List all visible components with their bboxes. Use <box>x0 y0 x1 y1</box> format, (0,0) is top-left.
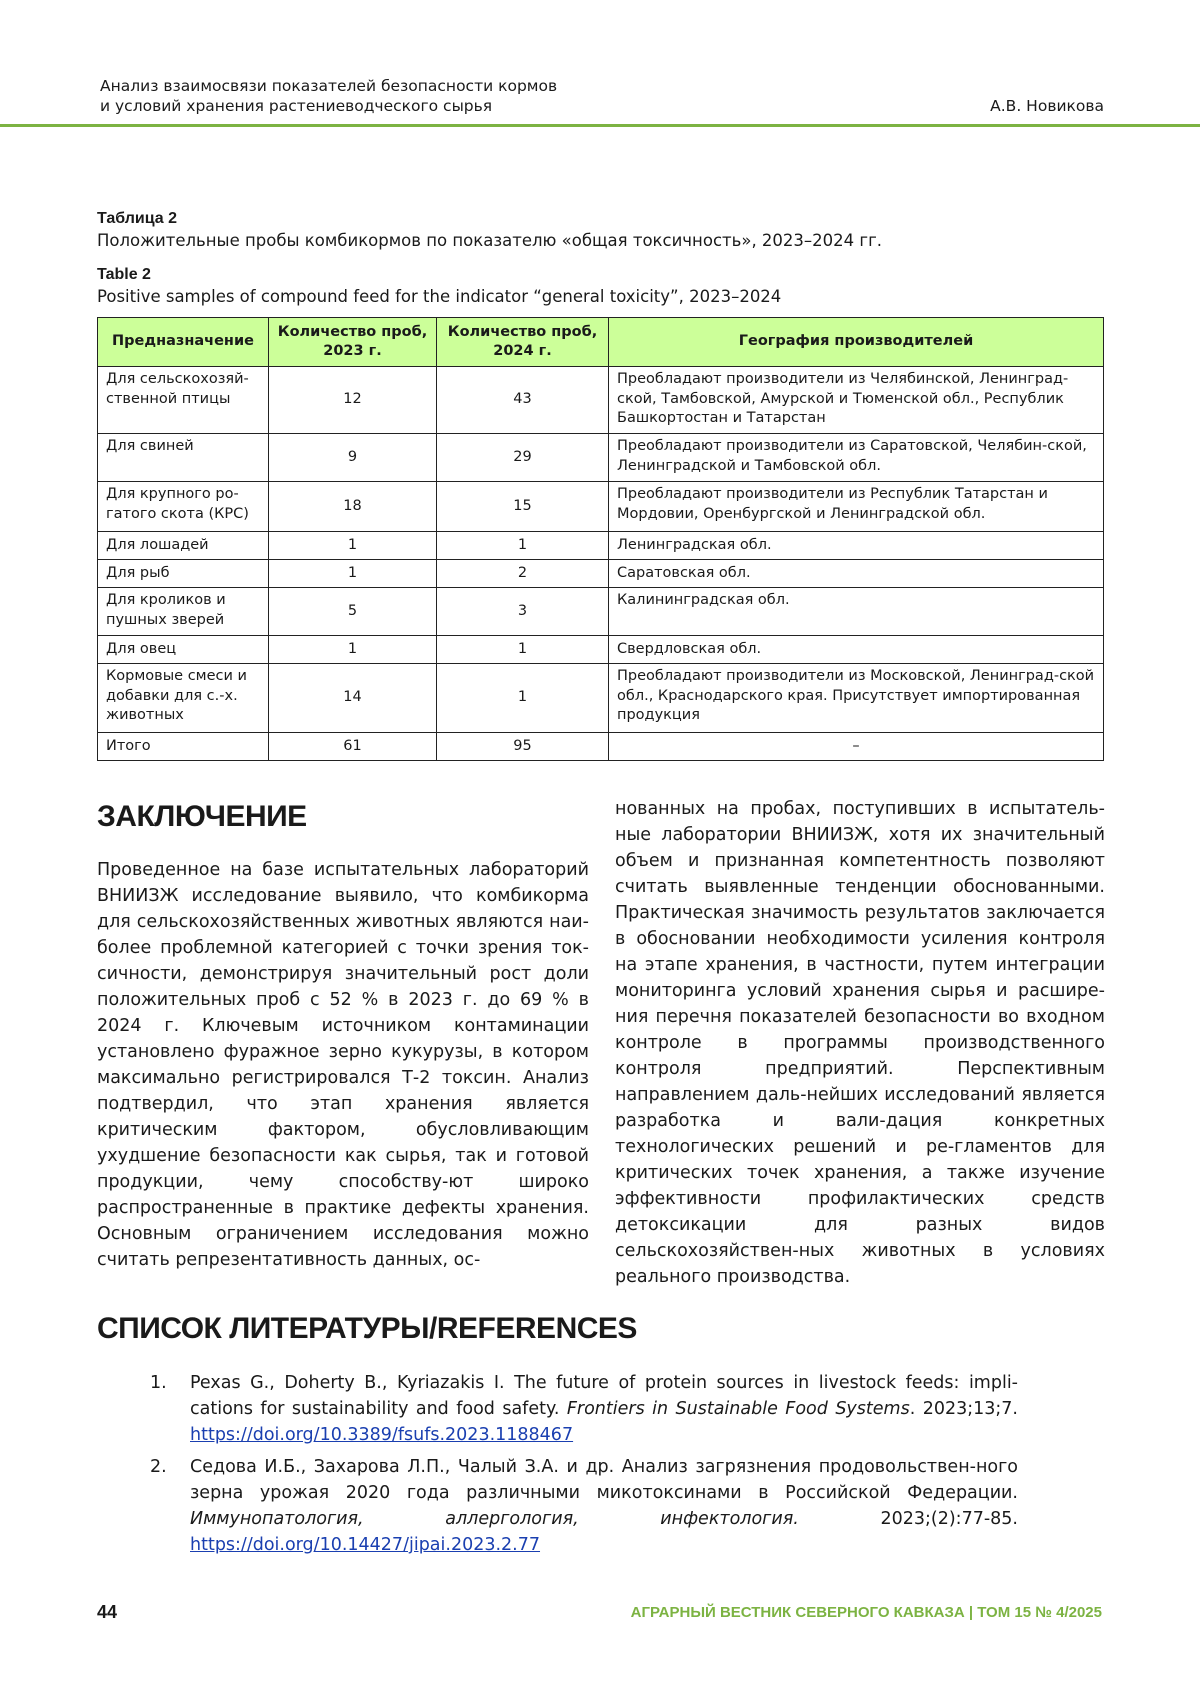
reference-text: Седова И.Б., Захарова Л.П., Чалый З.А. и др. Анализ загрязнения продовольствен-ного зерна урожая 2020 года различными микотоксинами в Российской Федерации. <box>190 1457 1018 1503</box>
table-cell: 61 <box>269 733 437 761</box>
table-row <box>98 664 1104 733</box>
table-header-row <box>98 318 1104 367</box>
table-cell: – <box>609 733 1104 761</box>
table-cell: 1 <box>269 532 437 560</box>
table-cell: Саратовская обл. <box>609 560 1104 588</box>
table-cell: Преобладают производители из Саратовской, Челябин-ской, Ленинградской и Тамбовской обл. <box>609 434 1104 482</box>
table-cell: Для сельскохозяй-ственной птицы <box>98 367 269 434</box>
table-cell: Свердловская обл. <box>609 636 1104 664</box>
table-cell: Преобладают производители из Московской, Ленинград-ской обл., Краснодарского края. Присутствует импортированная продукция <box>609 664 1104 733</box>
table-cell: Кормовые смеси и добавки для с.-х. животных <box>98 664 269 733</box>
conclusion-column-2: нованных на пробах, поступивших в испытатель-ные лаборатории ВНИИЗЖ, хотя их значительный объем и признанная компетентность позволяют считать выявленные тенденции обоснованными. Практическая значимость результатов заключается в обосновании необходимости усиления контроля на этапе хранения, в частности, путем интеграции мониторинга условий хранения сырья и расшире-ния перечня показателей безопасности во входном контроле в программы производственного контроля предприятий. Перспективным направлением даль-нейших исследований является разработка и вали-дация конкретных технологических решений и ре-гламентов для критических точек хранения, а также изучение эффективности профилактических средств детоксикации для разных видов сельскохозяйствен-ных животных в условиях реального производства. <box>615 799 1105 1287</box>
table-row <box>98 588 1104 636</box>
reference-number: 2. <box>150 1457 167 1477</box>
column-header: География производителей <box>609 318 1104 367</box>
running-header <box>100 76 1104 116</box>
table-cell: Для крупного ро-гатого скота (КРС) <box>98 482 269 532</box>
column-header: Количество проб, 2023 г. <box>269 318 437 367</box>
table-cell: Ленинградская обл. <box>609 532 1104 560</box>
reference-text: Pexas G., Doherty B., Kyriazakis I. The future of protein sources in livestock feeds: impli-cations for sustainability and food safety. <box>190 1373 1018 1419</box>
table-cell: 2 <box>437 560 609 588</box>
reference-journal: Frontiers in Sustainable Food Systems <box>566 1399 910 1419</box>
table-cell: 1 <box>269 560 437 588</box>
section-heading-references: СПИСОК ЛИТЕРАТУРЫ/REFERENCES <box>97 1312 637 1345</box>
table-cell: Для рыб <box>98 560 269 588</box>
table-cell: 5 <box>269 588 437 636</box>
table-cell: Для свиней <box>98 434 269 482</box>
table-cell: 9 <box>269 434 437 482</box>
table-row <box>98 482 1104 532</box>
conclusion-column-1: Проведенное на базе испытательных лабораторий ВНИИЗЖ исследование выявило, что комбикорма для сельскохозяйственных животных являются наи-более проблемной категорией с точки зрения ток-сичности, демонстрируя значительный рост доли положительных проб с 52 % в 2023 г. до 69 % в 2024 г. Ключевым источником контаминации установлено фуражное зерно кукурузы, в котором максимально регистрировался Т-2 токсин. Анализ подтвердил, что этап хранения является критическим фактором, обусловливающим ухудшение безопасности как сырья, так и готовой продукции, чему способству-ют широко распространенные в практике дефекты хранения. Основным ограничением исследования можно считать репрезентативность данных, ос- <box>97 860 589 1270</box>
table-cell: 15 <box>437 482 609 532</box>
table-cell: Калининградская обл. <box>609 588 1104 636</box>
table-cell: Для кроликов и пушных зверей <box>98 588 269 636</box>
reference-list <box>150 1370 1018 1564</box>
section-heading-conclusion: ЗАКЛЮЧЕНИЕ <box>97 800 307 833</box>
table-cell: Итого <box>98 733 269 761</box>
reference-item <box>150 1454 1018 1558</box>
reference-number: 1. <box>150 1373 167 1393</box>
journal-name: АГРАРНЫЙ ВЕСТНИК СЕВЕРНОГО КАВКАЗА | ТОМ 15 № 4/2025 <box>630 1604 1102 1621</box>
table-cell: 43 <box>437 367 609 434</box>
author-name: А.В. Новикова <box>990 97 1104 115</box>
table-label-ru: Таблица 2 <box>97 210 178 227</box>
table-cell: 1 <box>269 636 437 664</box>
table-row <box>98 733 1104 761</box>
table-cell: 12 <box>269 367 437 434</box>
table-cell: Для лошадей <box>98 532 269 560</box>
table-cell: 1 <box>437 636 609 664</box>
article-title-line-1: Анализ взаимосвязи показателей безопасности кормов <box>100 77 558 95</box>
table-label-en: Table 2 <box>97 266 151 283</box>
table-cell: Преобладают производители из Республик Татарстан и Мордовии, Оренбургской и Ленинградской обл. <box>609 482 1104 532</box>
table-caption-ru <box>97 207 882 252</box>
doi-link[interactable]: https://doi.org/10.3389/fsufs.2023.1188467 <box>190 1425 574 1445</box>
table-cell: 29 <box>437 434 609 482</box>
article-title-line-2: и условий хранения растениеводческого сырья <box>100 97 493 115</box>
table-cell: Преобладают производители из Челябинской, Ленинград-ской, Тамбовской, Амурской и Тюменской обл., Республик Башкортостан и Татарстан <box>609 367 1104 434</box>
doi-link[interactable]: https://doi.org/10.14427/jipai.2023.2.77 <box>190 1535 541 1555</box>
data-table <box>97 317 1104 761</box>
table-cell: 1 <box>437 664 609 733</box>
reference-item <box>150 1370 1018 1448</box>
table-cell: 3 <box>437 588 609 636</box>
table-caption-en <box>97 263 781 308</box>
table-row <box>98 560 1104 588</box>
page-number: 44 <box>97 1602 118 1622</box>
reference-details: . 2023;13;7. <box>909 1399 1018 1419</box>
table-cell: 95 <box>437 733 609 761</box>
table-cell: 1 <box>437 532 609 560</box>
table-title-ru: Положительные пробы комбикормов по показателю «общая токсичность», 2023–2024 гг. <box>97 231 882 250</box>
table-row <box>98 434 1104 482</box>
reference-details: 2023;(2):77-85. <box>798 1509 1018 1529</box>
table-row <box>98 532 1104 560</box>
table-row <box>98 636 1104 664</box>
table-cell: 18 <box>269 482 437 532</box>
table-cell: 14 <box>269 664 437 733</box>
table-row <box>98 367 1104 434</box>
table-title-en: Positive samples of compound feed for the indicator “general toxicity”, 2023–2024 <box>97 287 782 306</box>
table-cell: Для овец <box>98 636 269 664</box>
header-divider <box>0 124 1200 127</box>
reference-journal: Иммунопатология, аллергология, инфектология. <box>190 1509 799 1529</box>
column-header: Предназначение <box>98 318 269 367</box>
column-header: Количество проб, 2024 г. <box>437 318 609 367</box>
